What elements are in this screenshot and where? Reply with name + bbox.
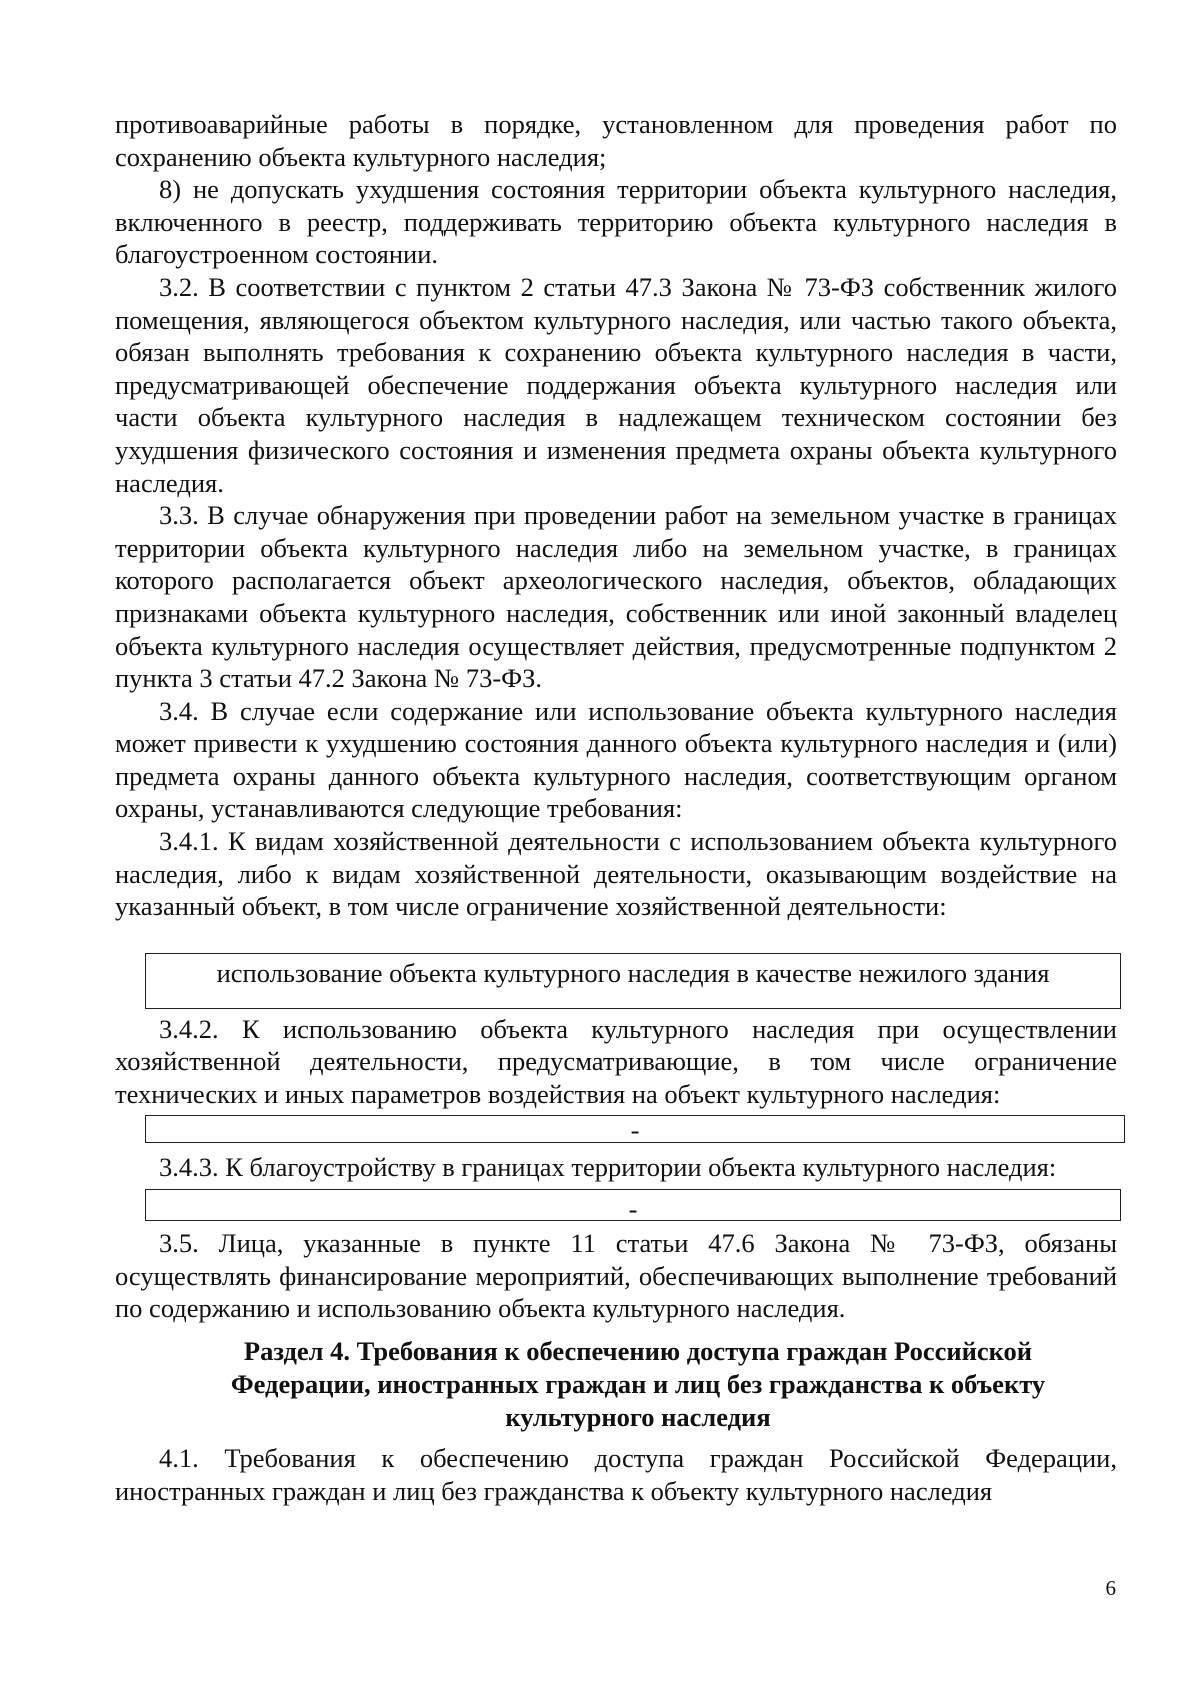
paragraph-3-2: 3.2. В соответствии с пунктом 2 статьи 47.3 Закона № 73-ФЗ собственник жилого помещения, являющегося объектом культурного наследия, или частью такого объекта, обязан выполнять требования к сохранению объекта культурного наследия в части, предусматривающей обеспечение поддержания объекта культурного наследия или части объекта культурного наследия в надлежащем техническом состоянии без ухудшения физического состояния и изменения предмета охраны объекта культурного наследия. <box>115 271 1117 498</box>
paragraph-3-4-2: 3.4.2. К использованию объекта культурного наследия при осуществлении хозяйственной деятельности, предусматривающие, в том числе ограничение технических и иных параметров воздействия на объект культурного наследия: <box>115 1013 1117 1110</box>
requirement-box-landscaping <box>145 1189 1121 1225</box>
section-4-heading-line-2: Федерации, иностранных граждан и лиц без гражданства к объекту <box>230 1369 1046 1399</box>
requirement-box-usage <box>145 1115 1125 1143</box>
page-number: 6 <box>1105 1576 1116 1600</box>
section-4-heading-line-1: Раздел 4. Требования к обеспечению доступа граждан Российской <box>243 1336 1033 1366</box>
paragraph-3-3: 3.3. В случае обнаружения при проведении работ на земельном участке в границах территории объекта культурного наследия либо на земельном участке, в границах которого располагается объект археологического наследия, объектов, обладающих признаками объекта культурного наследия, собственник или иной законный владелец объекта культурного наследия осуществляет действия, предусмотренные подпунктом 2 пункта 3 статьи 47.2 Закона № 73-ФЗ. <box>115 500 1117 694</box>
page-body <box>115 108 1117 1507</box>
paragraph-item-8: 8) не допускать ухудшения состояния территории объекта культурного наследия, включенного в реестр, поддерживать территорию объекта культурного наследия в благоустроенном состоянии. <box>115 174 1117 270</box>
requirement-box-usage-text: - <box>630 1114 640 1145</box>
requirement-box-landscaping-text: - <box>628 1194 638 1225</box>
paragraph-3-4-3: 3.4.3. К благоустройству в границах территории объекта культурного наследия: <box>159 1151 1057 1182</box>
section-4-heading-line-3: культурного наследия <box>505 1402 771 1432</box>
spacer <box>115 923 1117 953</box>
requirement-box-activity-text: использование объекта культурного наследия в качестве нежилого здания <box>216 957 1050 988</box>
section-4-heading <box>115 1335 1117 1434</box>
paragraph-4-1: 4.1. Требования к обеспечению доступа граждан Российской Федерации, иностранных граждан и лиц без гражданства к объекту культурного наследия <box>115 1443 1117 1506</box>
requirement-box-activity <box>145 953 1121 1009</box>
paragraph-3-5: 3.5. Лица, указанные в пункте 11 статьи 47.6 Закона № 73-ФЗ, обязаны осуществлять финансирование мероприятий, обеспечивающих выполнение требований по содержанию и использованию объекта культурного наследия. <box>115 1228 1117 1324</box>
paragraph-continuation: противоаварийные работы в порядке, установленном для проведения работ по сохранению объекта культурного наследия; <box>115 109 1117 172</box>
paragraph-3-4: 3.4. В случае если содержание или использование объекта культурного наследия может привести к ухудшению состояния данного объекта культурного наследия и (или) предмета охраны данного объекта культурного наследия, соответствующим органом охраны, устанавливаются следующие требования: <box>115 695 1117 824</box>
paragraph-3-4-1: 3.4.1. К видам хозяйственной деятельности с использованием объекта культурного наследия, либо к видам хозяйственной деятельности, оказывающим воздействие на указанный объект, в том числе ограничение хозяйственной деятельности: <box>115 826 1117 922</box>
